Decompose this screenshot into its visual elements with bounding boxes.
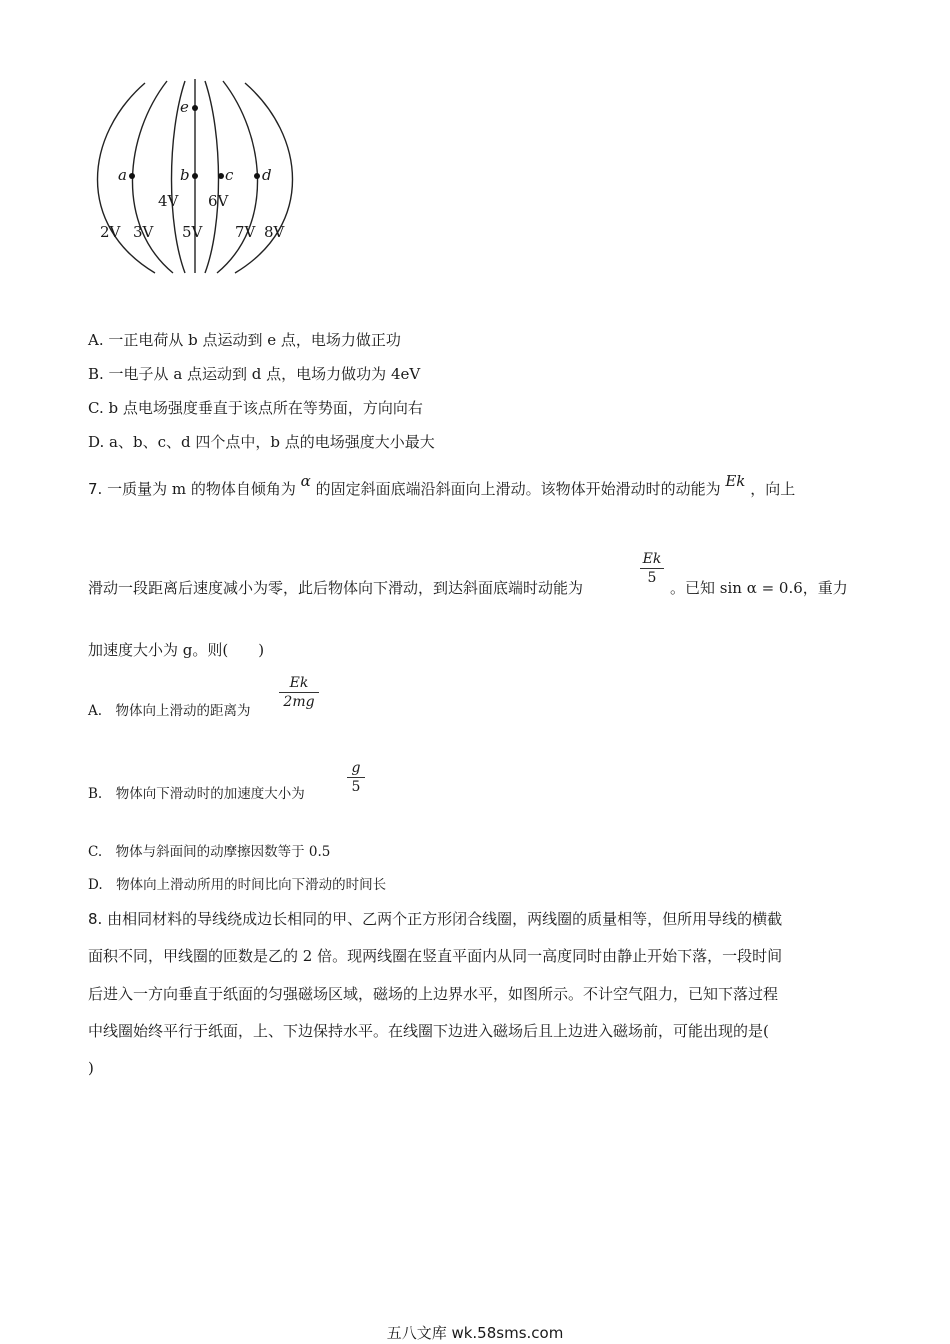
q7-text-1: 一质量为 m 的物体自倾角为 <box>107 480 296 498</box>
label-c: c <box>225 166 234 184</box>
q7-option-d: D. 物体向上滑动所用的时间比向下滑动的时间长 <box>88 877 387 893</box>
q8-line-4: 中线圈始终平行于纸面，上、下边保持水平。在线圈下边进入磁场后且上边进入磁场前，可能出现的是( <box>88 1022 769 1040</box>
q6-option-d: D. a、b、c、d 四个点中，b 点的电场强度大小最大 <box>88 433 435 451</box>
q7-option-a-fraction <box>279 675 319 710</box>
q7-line-1 <box>88 472 796 499</box>
footer-watermark: 五八文库 wk.58sms.com <box>386 1324 564 1342</box>
q8-line-3: 后进入一方向垂直于纸面的匀强磁场区域，磁场的上边界水平，如图所示。不计空气阻力，已知下落过程 <box>88 985 779 1003</box>
label-5v: 5V <box>182 223 203 241</box>
q8-line-2: 面积不同，甲线圈的匝数是乙的 2 倍。现两线圈在竖直平面内从同一高度同时由静止开始下落，一段时间 <box>88 947 783 965</box>
q7-frac-den: 5 <box>647 570 657 586</box>
point-c <box>218 173 224 179</box>
q6-option-c: C. b 点电场强度垂直于该点所在等势面，方向向右 <box>88 399 423 417</box>
q7-option-a-den: 2mg <box>283 694 315 710</box>
label-7v: 7V <box>235 223 256 241</box>
q7-option-a-num: Ek <box>289 675 309 691</box>
q8-line-1 <box>88 909 782 929</box>
label-4v: 4V <box>158 192 179 210</box>
q7-ek: Ek <box>725 472 746 490</box>
q6-option-b: B. 一电子从 a 点运动到 d 点，电场力做功为 4eV <box>88 365 421 383</box>
label-d: d <box>262 166 272 184</box>
q7-option-b: B. 物体向下滑动时的加速度大小为 <box>88 786 305 802</box>
label-e: e <box>180 98 189 116</box>
label-2v: 2V <box>100 223 121 241</box>
point-a <box>129 173 135 179</box>
q7-alpha: α <box>300 472 311 490</box>
q7-option-b-den: 5 <box>351 779 361 795</box>
label-b: b <box>180 166 190 184</box>
q6-option-a: A. 一正电荷从 b 点运动到 e 点，电场力做正功 <box>88 331 401 349</box>
q7-option-b-fraction <box>347 760 365 795</box>
label-a: a <box>118 166 127 184</box>
q7-option-a: A. 物体向上滑动的距离为 <box>88 703 251 719</box>
q7-line-3: 加速度大小为 g。则( ) <box>88 641 265 659</box>
point-b <box>192 173 198 179</box>
q8-text-1: 由相同材料的导线绕成边长相同的甲、乙两个正方形闭合线圈，两线圈的质量相等，但所用导线的横截 <box>107 910 783 928</box>
label-3v: 3V <box>133 223 154 241</box>
q7-line-2b-text: 。已知 sin α = 0.6，重力 <box>670 579 848 597</box>
label-8v: 8V <box>264 223 285 241</box>
q7-line-2-text: 滑动一段距离后速度减小为零，此后物体向下滑动，到达斜面底端时动能为 <box>88 579 584 597</box>
q7-option-b-num: g <box>351 760 361 776</box>
q8-number: 8. <box>88 910 103 928</box>
q7-option-c: C. 物体与斜面间的动摩擦因数等于 0.5 <box>88 844 331 860</box>
q7-text-1c: ，向上 <box>750 480 796 498</box>
q8-line-5: ) <box>88 1059 94 1077</box>
point-e <box>192 105 198 111</box>
q7-text-1b: 的固定斜面底端沿斜面向上滑动。该物体开始滑动时的动能为 <box>315 480 721 498</box>
q7-fraction-ek-5 <box>640 551 664 586</box>
q7-frac-num: Ek <box>642 551 662 567</box>
point-d <box>254 173 260 179</box>
label-6v: 6V <box>208 192 229 210</box>
q7-number: 7. <box>88 480 103 498</box>
